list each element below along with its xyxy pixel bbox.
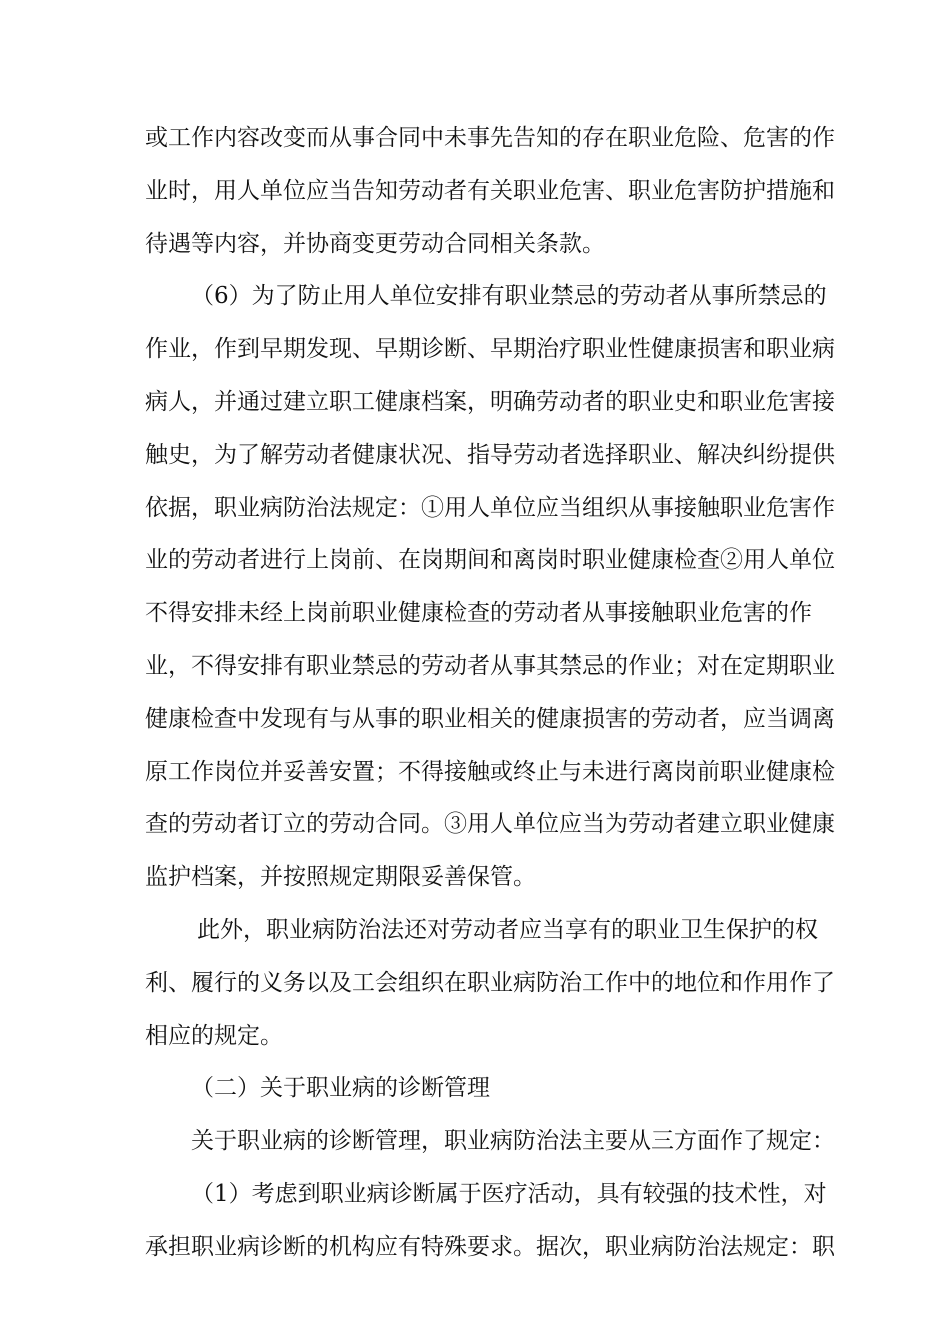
text-line: 查的劳动者订立的劳动合同。③用人单位应当为劳动者建立职业健康 <box>145 811 835 838</box>
text-line: 健康检查中发现有与从事的职业相关的健康损害的劳动者，应当调离 <box>145 705 835 732</box>
paragraph-start-line: 关于职业病的诊断管理，职业病防治法主要从三方面作了规定： <box>191 1128 835 1155</box>
text-line: 利、履行的义务以及工会组织在职业病防治工作中的地位和作用作了 <box>145 969 835 996</box>
text-line: 病人，并通过建立职工健康档案，明确劳动者的职业史和职业危害接 <box>145 388 835 415</box>
paragraph-start-line: （6）为了防止用人单位安排有职业禁忌的劳动者从事所禁忌的 <box>191 283 827 310</box>
paragraph-start-line: （1）考虑到职业病诊断属于医疗活动，具有较强的技术性，对 <box>191 1180 827 1207</box>
text-line: 承担职业病诊断的机构应有特殊要求。据次，职业病防治法规定：职 <box>145 1233 835 1260</box>
text-line: 作业，作到早期发现、早期诊断、早期治疗职业性健康损害和职业病 <box>145 336 835 363</box>
text-line: 依据，职业病防治法规定：①用人单位应当组织从事接触职业危害作 <box>145 494 835 521</box>
paragraph-start-line: 此外，职业病防治法还对劳动者应当享有的职业卫生保护的权 <box>197 916 818 943</box>
text-line: 业，不得安排有职业禁忌的劳动者从事其禁忌的作业；对在定期职业 <box>145 652 835 679</box>
text-line: 触史，为了解劳动者健康状况、指导劳动者选择职业、解决纠纷提供 <box>145 441 835 468</box>
text-line: 业的劳动者进行上岗前、在岗期间和离岗时职业健康检查②用人单位 <box>145 547 835 574</box>
text-line: 原工作岗位并妥善安置；不得接触或终止与未进行离岗前职业健康检 <box>145 758 835 785</box>
section-heading: （二）关于职业病的诊断管理 <box>191 1075 490 1102</box>
text-line: 相应的规定。 <box>145 1022 283 1049</box>
text-line: 不得安排未经上岗前职业健康检查的劳动者从事接触职业危害的作 <box>145 600 812 627</box>
text-line: 或工作内容改变而从事合同中未事先告知的存在职业危险、危害的作 <box>145 125 835 151</box>
text-line: 业时，用人单位应当告知劳动者有关职业危害、职业危害防护措施和 <box>145 177 835 204</box>
text-line: 待遇等内容，并协商变更劳动合同相关条款。 <box>145 230 605 257</box>
text-line: 监护档案，并按照规定期限妥善保管。 <box>145 864 536 891</box>
document-body <box>145 112 835 1274</box>
